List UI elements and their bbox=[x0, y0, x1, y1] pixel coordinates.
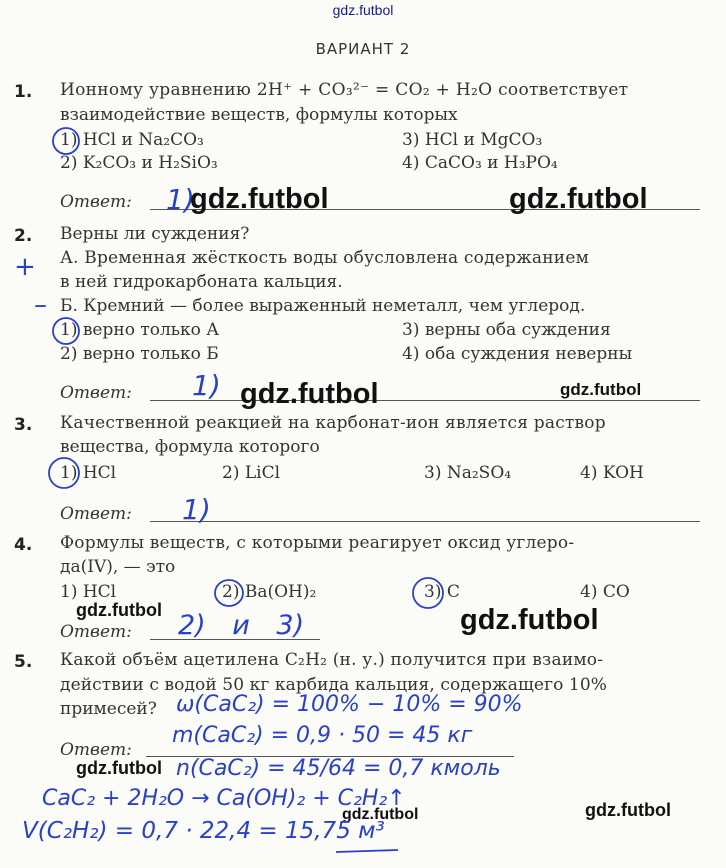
question-4-number: 4. bbox=[14, 535, 33, 555]
watermark-small-3: gdz.futbol bbox=[76, 758, 162, 778]
question-5-line-1: Какой объём ацетилена C₂H₂ (н. у.) получится при взаимо- bbox=[60, 650, 604, 670]
question-3-answer-label: Ответ: bbox=[60, 504, 132, 524]
question-2-option-1: 1) верно только А bbox=[60, 320, 220, 340]
question-2-line-2: А. Временная жёсткость воды обусловлена содержанием bbox=[60, 248, 590, 268]
question-4-option-2: 2) Ba(OH)₂ bbox=[222, 582, 317, 602]
question-1-option-1: 1) HCl и Na₂CO₃ bbox=[60, 130, 204, 150]
variant-title: ВАРИАНТ 2 bbox=[315, 40, 411, 58]
watermark-top: gdz.futbol bbox=[332, 2, 394, 18]
question-5-solution-line-5: V(C₂H₂) = 0,7 · 22,4 = 15,75 м³ bbox=[22, 818, 385, 844]
question-1-number: 1. bbox=[14, 82, 33, 102]
question-2-number: 2. bbox=[14, 226, 33, 246]
question-2-line-3: в ней гидрокарбоната кальция. bbox=[60, 272, 343, 292]
question-5-solution-line-4: CaC₂ + 2H₂O → Ca(OH)₂ + C₂H₂↑ bbox=[42, 786, 406, 811]
question-4-answer-label: Ответ: bbox=[60, 622, 132, 642]
circle-q4-option-3 bbox=[413, 578, 443, 608]
question-3-option-4: 4) KOH bbox=[580, 463, 644, 483]
question-2-mark-plus: + bbox=[14, 252, 36, 282]
question-1-line-1: Ионному уравнению 2H⁺ + CO₃²⁻ = CO₂ + H₂O соответствует bbox=[60, 80, 629, 100]
question-3-number: 3. bbox=[14, 415, 33, 435]
circle-q2-option-1 bbox=[53, 318, 79, 344]
question-2-option-2: 2) верно только Б bbox=[60, 344, 219, 364]
watermark-big-2: gdz.futbol bbox=[509, 183, 648, 215]
question-5-line-3: примесей? bbox=[60, 699, 157, 719]
question-3-option-2: 2) LiCl bbox=[222, 463, 281, 483]
question-2-line-4: Б. Кремний — более выраженный неметалл, чем углерод. bbox=[60, 296, 586, 316]
question-1-handwritten-answer: 1) bbox=[166, 183, 195, 216]
watermark-big-3: gdz.futbol bbox=[240, 378, 379, 410]
question-5-solution-line-1: ω(CaC₂) = 100% − 10% = 90% bbox=[176, 692, 523, 717]
question-4-handwritten-answer: 2) и 3) bbox=[178, 610, 305, 641]
question-3-option-1: 1) HCl bbox=[60, 463, 117, 483]
question-1-answer-label: Ответ: bbox=[60, 192, 132, 212]
question-1-option-3: 3) HCl и MgCO₃ bbox=[402, 130, 543, 150]
question-2-line-1: Верны ли суждения? bbox=[60, 224, 250, 244]
question-4-line-2: да(IV), — это bbox=[60, 557, 176, 577]
watermark-big-1: gdz.futbol bbox=[190, 183, 329, 215]
circle-q3-option-1 bbox=[49, 458, 79, 488]
underline-units bbox=[336, 850, 398, 852]
question-5-line-2: действии с водой 50 кг карбида кальция, содержащего 10% bbox=[60, 675, 608, 695]
question-1-line-2: взаимодействие веществ, формулы которых bbox=[60, 105, 458, 125]
circle-q4-option-2 bbox=[215, 580, 243, 606]
question-3-line-1: Качественной реакцией на карбонат-ион является раствор bbox=[60, 413, 606, 433]
question-1-option-4: 4) CaCO₃ и H₃PO₄ bbox=[402, 153, 558, 173]
question-1-option-2: 2) K₂CO₃ и H₂SiO₃ bbox=[60, 153, 218, 173]
question-4-option-3: 3) C bbox=[424, 582, 460, 602]
question-5-number: 5. bbox=[14, 652, 33, 672]
question-3-option-3: 3) Na₂SO₄ bbox=[424, 463, 512, 483]
question-2-answer-label: Ответ: bbox=[60, 383, 132, 403]
watermark-small-2: gdz.futbol bbox=[76, 600, 162, 620]
question-2-option-4: 4) оба суждения неверны bbox=[402, 344, 633, 364]
question-3-handwritten-answer: 1) bbox=[182, 493, 211, 526]
question-5-solution-line-2: m(CaC₂) = 0,9 · 50 = 45 кг bbox=[172, 723, 473, 748]
question-3-line-2: вещества, формула которого bbox=[60, 437, 320, 457]
question-5-solution-line-3: n(CaC₂) = 45/64 = 0,7 кмоль bbox=[176, 756, 501, 781]
watermark-small-4: gdz.futbol bbox=[585, 800, 671, 820]
question-2-option-3: 3) верны оба суждения bbox=[402, 320, 611, 340]
question-4-line-1: Формулы веществ, с которыми реагирует оксид углеро- bbox=[60, 533, 575, 553]
question-2-mark-minus: – bbox=[34, 290, 47, 320]
question-2-handwritten-answer: 1) bbox=[192, 369, 221, 402]
watermark-small-5: gdz.futbol bbox=[342, 806, 419, 823]
watermark-small-1: gdz.futbol bbox=[560, 380, 642, 399]
question-4-option-1: 1) HCl bbox=[60, 582, 117, 602]
circle-q1-option-1 bbox=[53, 128, 79, 154]
question-5-answer-label: Ответ: bbox=[60, 740, 132, 760]
question-4-option-4: 4) CO bbox=[580, 582, 630, 602]
watermark-big-4: gdz.futbol bbox=[460, 604, 599, 636]
